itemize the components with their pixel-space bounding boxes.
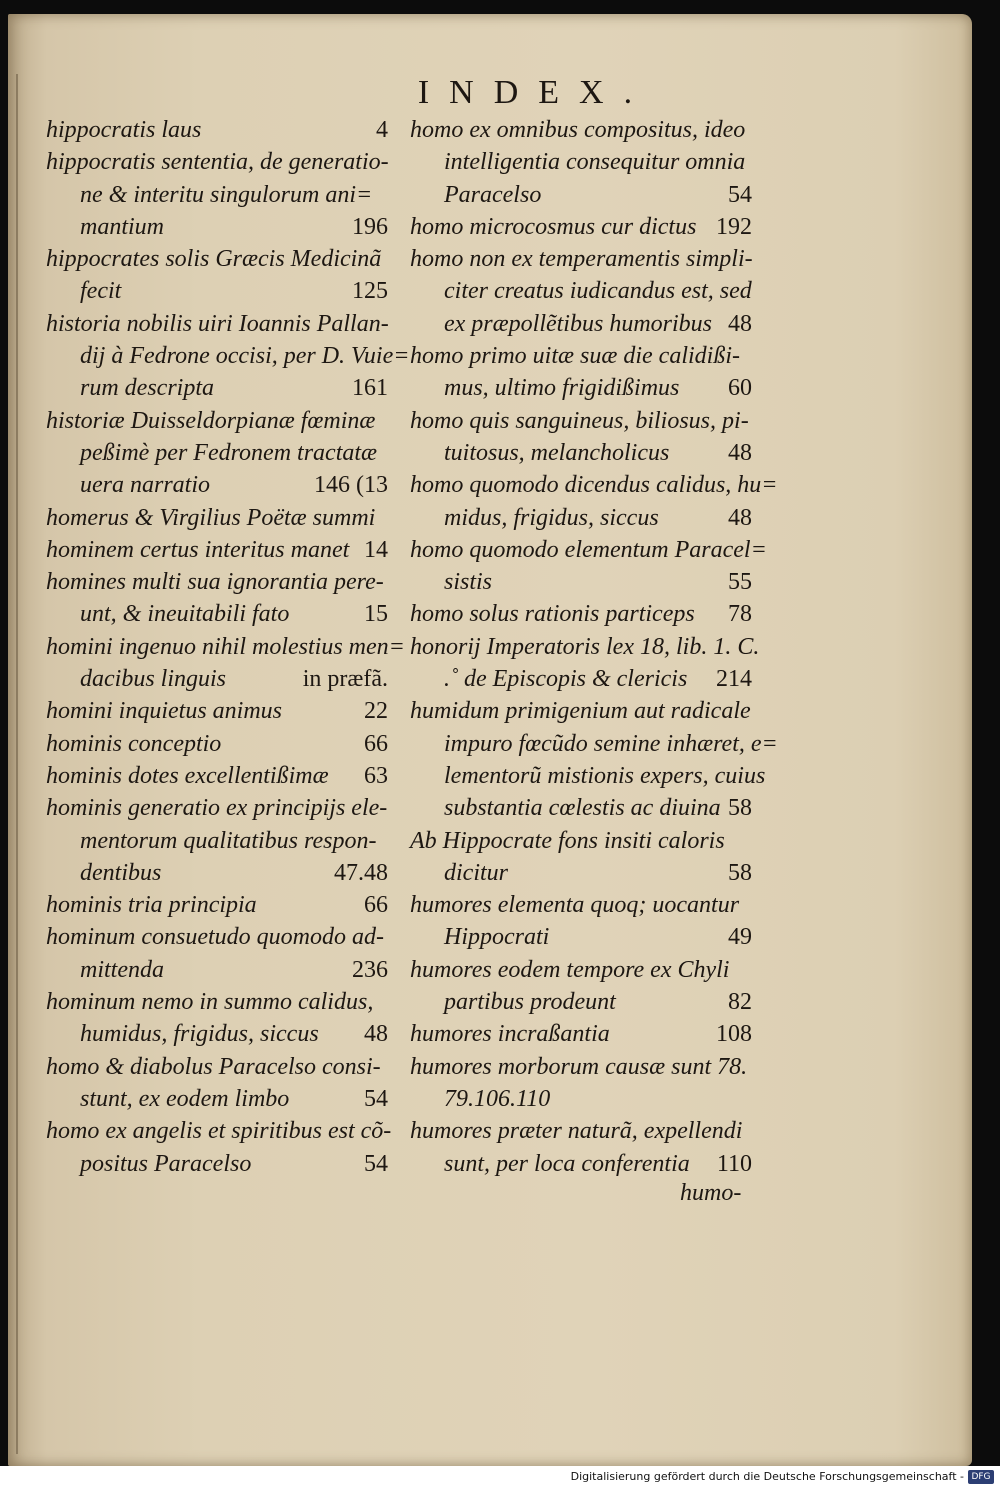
entry-line (410, 566, 760, 598)
page-header: INDEX. (417, 74, 653, 111)
entry-line (410, 146, 760, 178)
entry-line (410, 469, 778, 501)
entry-line (46, 308, 396, 340)
entry-text: Hippocrati (444, 924, 550, 951)
index-entry (410, 695, 778, 824)
page-reference: in præfã. (302, 666, 388, 693)
index-entry (410, 631, 760, 696)
index-entry (410, 243, 760, 340)
entry-line (46, 179, 396, 211)
page-reference: 47.48 (334, 859, 388, 886)
entry-text: hippocrates solis Græcis Medicinã (46, 246, 382, 273)
entry-line (46, 954, 396, 986)
entry-line (410, 695, 760, 727)
entry-text: dicitur (444, 859, 508, 886)
page-reference: 22 (364, 698, 388, 725)
page-reference: 48 (728, 504, 752, 531)
page-reference: 15 (364, 601, 388, 628)
index-entry (46, 566, 396, 631)
index-entry (410, 469, 778, 534)
entry-line (46, 1018, 396, 1050)
page-reference: 63 (364, 762, 388, 789)
entry-line (46, 1115, 396, 1147)
entry-text: ne & interitu singulorum ani= (80, 181, 373, 208)
entry-text: humores præter naturã, expellendi (410, 1118, 743, 1145)
entry-text: homo non ex temperamentis simpli- (410, 246, 753, 273)
entry-text: partibus prodeunt (444, 989, 616, 1016)
entry-line (410, 760, 766, 792)
entry-line (410, 243, 760, 275)
index-entry (46, 308, 410, 405)
entry-text: homini inquietus animus (46, 698, 283, 725)
entry-text: homerus & Virgilius Poëtæ summi (46, 504, 376, 531)
page-reference: 78 (728, 601, 752, 628)
entry-line (46, 889, 396, 921)
index-entry (410, 340, 760, 405)
page-reference: 236 (352, 956, 388, 983)
entry-line (46, 1083, 396, 1115)
index-entry (46, 1115, 396, 1180)
entry-text: hominis generatio ex principijs ele- (46, 795, 388, 822)
index-entry (410, 1018, 760, 1050)
page-reference: 48 (728, 310, 752, 337)
entry-line (46, 986, 396, 1018)
entry-text: mittenda (80, 956, 164, 983)
entry-text: honorij Imperatoris lex 18, lib. 1. C. (410, 633, 760, 660)
index-entry (410, 889, 760, 954)
entry-text: humidum primigenium aut radicale (410, 698, 751, 725)
page-reference: 196 (352, 213, 388, 240)
footer-text: Digitalisierung gefördert durch die Deutsche Forschungsgemeinschaft - (570, 1470, 964, 1483)
entry-text: tuitosus, melancholicus (444, 439, 670, 466)
index-entry (46, 146, 396, 243)
entry-text: dacibus linguis (80, 666, 227, 693)
page-reference: 82 (728, 989, 752, 1016)
entry-line (46, 211, 396, 243)
page-reference: 214 (716, 666, 752, 693)
entry-line (410, 1083, 760, 1115)
index-entry (410, 825, 760, 890)
entry-text: midus, frigidus, siccus (444, 504, 659, 531)
entry-text: fecit (80, 278, 122, 305)
page-reference: 54 (364, 1085, 388, 1112)
entry-text: ex præpollẽtibus humoribus (444, 310, 712, 337)
index-entry (46, 631, 405, 696)
entry-line (410, 211, 760, 243)
entry-text: hominum consuetudo quomodo ad- (46, 924, 384, 951)
entry-line (410, 663, 760, 695)
index-entry (410, 534, 767, 599)
index-column-left (46, 114, 410, 1180)
entry-line (46, 921, 396, 953)
entry-line (410, 1051, 760, 1083)
entry-text: homo ex angelis et spiritibus est cõ- (46, 1118, 392, 1145)
entry-line (46, 502, 396, 534)
entry-text: mus, ultimo frigidißimus (444, 375, 680, 402)
entry-line (46, 792, 396, 824)
page-reference: 108 (716, 1021, 752, 1048)
entry-line (410, 308, 760, 340)
entry-line (410, 1148, 760, 1180)
entry-text: hominis conceptio (46, 730, 222, 757)
entry-line (46, 825, 396, 857)
entry-text: humores elementa quoq; uocantur (410, 892, 740, 919)
entry-line (410, 275, 760, 307)
entry-line (46, 663, 396, 695)
page-reference: 60 (728, 375, 752, 402)
entry-text: homo solus rationis particeps (410, 601, 695, 628)
page-reference: 48 (728, 439, 752, 466)
index-entry (46, 1051, 396, 1116)
entry-line (46, 243, 396, 275)
entry-line (410, 631, 760, 663)
entry-line (46, 598, 396, 630)
page-reference: 54 (728, 181, 752, 208)
entry-text: humores morborum causæ sunt 78. (410, 1053, 748, 1080)
index-entry (46, 502, 396, 534)
entry-line (410, 179, 760, 211)
entry-text: positus Paracelso (80, 1150, 252, 1177)
index-entry (46, 534, 396, 566)
index-entry (46, 889, 396, 921)
entry-text: mentorum qualitatibus respon- (80, 827, 377, 854)
index-entry (410, 954, 760, 1019)
index-entry (410, 1051, 760, 1116)
index-entry (46, 243, 396, 308)
entry-text: impuro fœcũdo semine inhæret, e= (444, 730, 778, 757)
entry-line (410, 889, 760, 921)
dfg-logo: DFG (968, 1470, 994, 1484)
entry-line (410, 792, 760, 824)
entry-line (46, 114, 396, 146)
page-reference: 192 (716, 213, 752, 240)
entry-text: Paracelso (444, 181, 542, 208)
catchword: humo- (680, 1180, 742, 1206)
entry-line (410, 1018, 760, 1050)
entry-text: humidus, frigidus, siccus (80, 1021, 319, 1048)
page-reference: 48 (364, 1021, 388, 1048)
entry-text: hominis tria principia (46, 892, 257, 919)
entry-text: hominem certus interitus manet (46, 536, 350, 563)
entry-text: sunt, per loca conferentia (444, 1150, 690, 1177)
index-entry (46, 728, 396, 760)
page-reference: 58 (728, 795, 752, 822)
entry-text: homo & diabolus Paracelso consi- (46, 1053, 381, 1080)
entry-text: humores eodem tempore ex Chyli (410, 956, 730, 983)
entry-line (46, 1051, 396, 1083)
entry-line (46, 405, 396, 437)
index-entry (46, 695, 396, 727)
entry-line (410, 1115, 760, 1147)
entry-text: hippocratis sententia, de generatio- (46, 149, 389, 176)
entry-text: historiæ Duisseldorpianæ fœminæ (46, 407, 376, 434)
entry-line (410, 728, 778, 760)
entry-text: citer creatus iudicandus est, sed (444, 278, 752, 305)
page-reference: 66 (364, 730, 388, 757)
page-reference: 49 (728, 924, 752, 951)
page-reference: 58 (728, 859, 752, 886)
entry-line (46, 760, 396, 792)
entry-line (46, 372, 396, 404)
entry-text: mantium (80, 213, 164, 240)
entry-text: sistis (444, 569, 493, 596)
index-entry (46, 760, 396, 792)
entry-line (46, 566, 396, 598)
entry-line (410, 340, 760, 372)
entry-text: stunt, ex eodem limbo (80, 1085, 290, 1112)
entry-line (410, 857, 760, 889)
entry-text: peßimè per Fedronem tractatæ (80, 439, 378, 466)
index-column-right (410, 114, 778, 1180)
entry-text: homo microcosmus cur dictus (410, 213, 697, 240)
entry-text: hominis dotes excellentißimæ (46, 762, 329, 789)
entry-text: lementorũ mistionis expers, cuius (444, 762, 766, 789)
entry-line (410, 986, 760, 1018)
index-entry (410, 598, 760, 630)
index-entry (410, 211, 760, 243)
entry-text: homo quomodo dicendus calidus, hu= (410, 472, 778, 499)
entry-line (410, 372, 760, 404)
entry-line (410, 534, 767, 566)
entry-text: .˚ de Episcopis & clericis (444, 666, 688, 693)
entry-line (46, 631, 405, 663)
page-reference: 4 (376, 117, 388, 143)
index-entry (46, 921, 396, 986)
entry-line (46, 437, 396, 469)
index-entry (46, 405, 396, 502)
page-reference: 146 (13 (314, 472, 388, 499)
entry-text: hippocratis laus (46, 117, 202, 143)
entry-text: homo primo uitæ suæ die calidißi- (410, 343, 740, 370)
page-reference: 110 (716, 1150, 752, 1177)
page-reference: 66 (364, 892, 388, 919)
entry-text: intelligentia consequitur omnia (444, 149, 746, 176)
entry-line (46, 469, 396, 501)
entry-text: dentibus (80, 859, 162, 886)
entry-text: homo quomodo elementum Paracel= (410, 536, 767, 563)
index-entry (46, 792, 396, 889)
entry-text: substantia cœlestis ac diuina (444, 795, 721, 822)
page-reference: 14 (364, 536, 388, 563)
entry-text: hominum nemo in summo calidus, (46, 989, 374, 1016)
entry-text: unt, & ineuitabili fato (80, 601, 290, 628)
entry-line (46, 534, 396, 566)
index-entry (410, 1115, 760, 1180)
page-reference: 125 (352, 278, 388, 305)
entry-text: Ab Hippocrate fons insiti caloris (410, 827, 725, 854)
entry-text: dij à Fedrone occisi, per D. Vuie= (80, 343, 410, 370)
entry-line (46, 695, 396, 727)
entry-text: humores incraßantia (410, 1021, 610, 1048)
entry-text: homini ingenuo nihil molestius men= (46, 633, 405, 660)
entry-text: 79.106.110 (444, 1085, 551, 1112)
index-entry (410, 405, 760, 470)
entry-line (46, 857, 396, 889)
entry-line (46, 340, 410, 372)
entry-line (410, 598, 760, 630)
index-entry (46, 986, 396, 1051)
entry-text: uera narratio (80, 472, 211, 499)
entry-line (410, 502, 760, 534)
entry-line (410, 437, 760, 469)
entry-line (410, 405, 760, 437)
page-gutter (16, 74, 18, 1454)
page-reference: 161 (352, 375, 388, 402)
entry-line (46, 146, 396, 178)
footer-bar (0, 1466, 1000, 1488)
page-reference: 54 (364, 1150, 388, 1177)
entry-line (46, 275, 396, 307)
index-entry (410, 114, 760, 211)
entry-line (46, 728, 396, 760)
page-reference: 55 (728, 569, 752, 596)
entry-text: rum descripta (80, 375, 214, 402)
entry-text: homines multi sua ignorantia pere- (46, 569, 384, 596)
entry-line (410, 921, 760, 953)
entry-text: homo ex omnibus compositus, ideo (410, 117, 746, 143)
entry-line (410, 114, 760, 146)
entry-line (46, 1148, 396, 1180)
entry-line (410, 825, 760, 857)
entry-text: historia nobilis uiri Ioannis Pallan- (46, 310, 389, 337)
index-entry (46, 114, 396, 146)
entry-line (410, 954, 760, 986)
entry-text: homo quis sanguineus, biliosus, pi- (410, 407, 749, 434)
